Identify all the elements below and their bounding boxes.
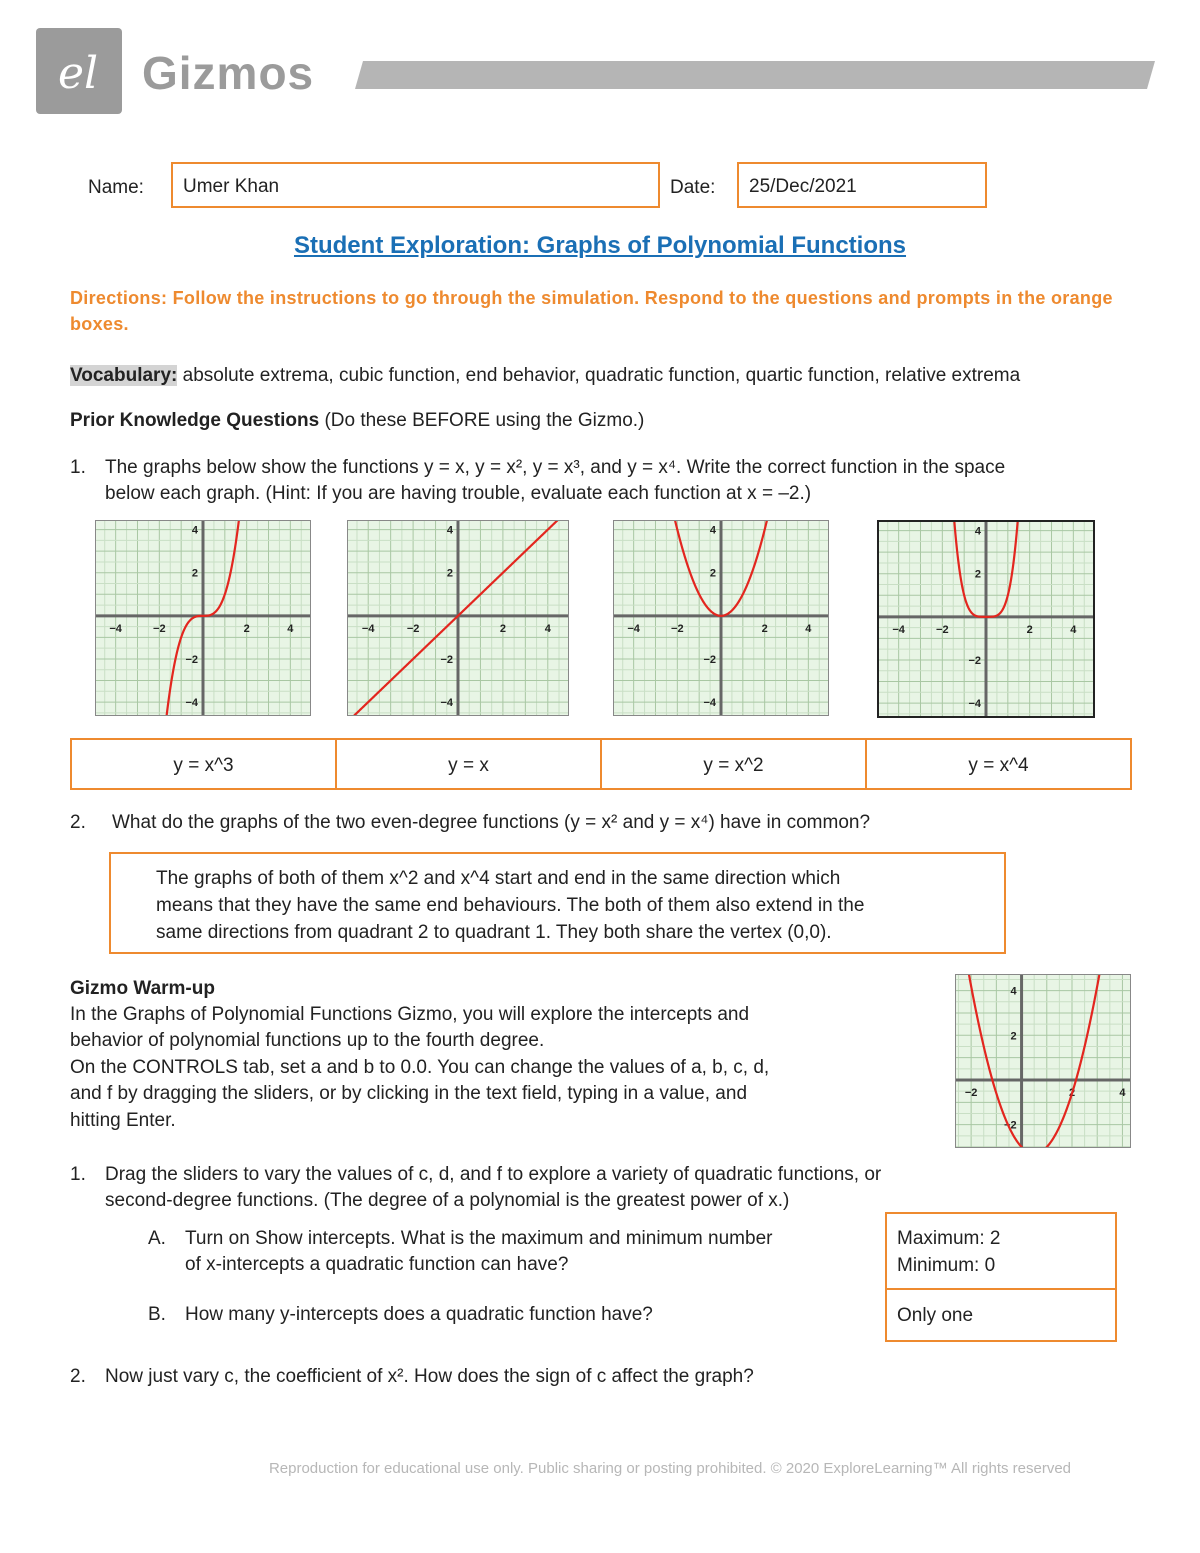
date-label: Date: <box>670 177 716 198</box>
el-logo-icon <box>36 28 122 114</box>
graph-cubic <box>95 520 311 716</box>
x-tick-label: −2 <box>936 623 949 636</box>
q1-line2: below each graph. (Hint: If you are having trouble, evaluate each function at x = –2.) <box>105 483 812 504</box>
y-tick-label: −4 <box>703 697 716 710</box>
qa-answer-min: Minimum: 0 <box>897 1255 996 1276</box>
qb-answer-box[interactable] <box>885 1288 1117 1342</box>
x-tick-label: 2 <box>1026 623 1033 636</box>
activity-qa-line2: of x-intercepts a quadratic function can have? <box>185 1254 569 1275</box>
y-tick-label: 4 <box>446 524 453 537</box>
footer-copyright: Reproduction for educational use only. Public sharing or posting prohibited. © 2020 ExploreLearning™ All rights reserved <box>268 1460 1072 1477</box>
x-tick-label: 2 <box>761 622 768 635</box>
y-tick-label: 2 <box>191 567 198 580</box>
warmup-line3: On the CONTROLS tab, set a and b to 0.0. You can change the values of a, b, c, d, <box>70 1057 770 1078</box>
activity-q1-line2: second-degree functions. (The degree of a polynomial is the greatest power of x.) <box>105 1190 790 1211</box>
vocabulary-label: Vocabulary: <box>70 365 178 386</box>
x-tick-label: 2 <box>243 622 250 635</box>
activity-q1-number: 1. <box>70 1164 86 1185</box>
qb-answer: Only one <box>897 1305 974 1326</box>
activity-qa-letter: A. <box>148 1228 166 1249</box>
qa-answer-max: Maximum: 2 <box>897 1228 1001 1249</box>
answer-cell-4[interactable]: y = x^4 <box>867 738 1132 790</box>
warmup-line4: and f by dragging the sliders, or by clicking in the text field, typing in a value, and <box>70 1083 748 1104</box>
warmup-line1: In the Graphs of Polynomial Functions Gizmo, you will explore the intercepts and <box>70 1004 750 1025</box>
vocabulary <box>70 363 1180 389</box>
graph-quartic <box>877 520 1095 718</box>
date-field[interactable]: 25/Dec/2021 <box>737 162 987 208</box>
q1-line1: The graphs below show the functions y = x, y = x², y = x³, and y = x⁴. Write the correct function in the space <box>105 457 1006 478</box>
y-tick-label: −4 <box>968 698 981 711</box>
graph-quadratic <box>613 520 829 716</box>
directions: Directions: Follow the instructions to go through the simulation. Respond to the questions and prompts in the orange boxes. <box>70 288 1113 334</box>
q2-number: 2. <box>70 812 86 833</box>
activity-qb-text: How many y-intercepts does a quadratic function have? <box>185 1304 653 1325</box>
warmup-heading: Gizmo Warm-up <box>70 978 215 999</box>
y-tick-label: 4 <box>1010 985 1017 998</box>
header-bar <box>355 61 1155 89</box>
warmup-line2: behavior of polynomial functions up to the fourth degree. <box>70 1030 545 1051</box>
gizmos-logo-mark <box>36 28 122 114</box>
svg-text:el: el <box>58 48 99 99</box>
y-tick-label: 4 <box>191 524 198 537</box>
activity-qa-line1: Turn on Show intercepts. What is the maximum and minimum number <box>185 1228 773 1249</box>
q2-answer-line1: The graphs of both of them x^2 and x^4 start and end in the same direction which <box>156 868 841 889</box>
activity-q2-number: 2. <box>70 1366 86 1387</box>
y-tick-label: −4 <box>440 697 453 710</box>
y-tick-label: 2 <box>974 568 981 581</box>
x-tick-label: 4 <box>805 622 812 635</box>
x-tick-label: 4 <box>287 622 294 635</box>
y-tick-label: −2 <box>968 654 981 667</box>
prior-heading-text: Prior Knowledge Questions <box>70 410 320 431</box>
answer-cell-3[interactable]: y = x^2 <box>602 738 867 790</box>
y-tick-label: −2 <box>185 653 198 666</box>
graph-linear <box>347 520 569 716</box>
page-title: Student Exploration: Graphs of Polynomial Functions <box>293 232 907 259</box>
x-tick-label: 2 <box>1068 1086 1076 1099</box>
name-field[interactable]: Umer Khan <box>171 162 660 208</box>
y-tick-label: −2 <box>440 653 453 666</box>
x-tick-label: −4 <box>892 623 905 636</box>
y-tick-label: −2 <box>1004 1119 1017 1132</box>
gizmos-logo-text: Gizmos <box>142 47 315 99</box>
answer-cell-2[interactable]: y = x <box>337 738 602 790</box>
x-tick-label: −2 <box>964 1086 978 1099</box>
answer-cell-1[interactable]: y = x^3 <box>70 738 337 790</box>
x-tick-label: −2 <box>671 622 684 635</box>
x-tick-label: 2 <box>499 622 506 635</box>
y-tick-label: −4 <box>185 697 198 710</box>
y-tick-label: 2 <box>446 567 453 580</box>
q2-text: What do the graphs of the two even-degree functions (y = x² and y = x⁴) have in common? <box>112 812 871 833</box>
prior-knowledge-heading <box>70 408 644 434</box>
q2-answer-line2: means that they have the same end behaviours. The both of them also extend in the <box>156 895 865 916</box>
x-tick-label: 4 <box>1070 623 1077 636</box>
x-tick-label: −4 <box>627 622 640 635</box>
y-tick-label: 4 <box>709 524 716 537</box>
q2-answer-box[interactable] <box>109 852 1006 954</box>
graph-answer-row <box>70 738 1132 790</box>
graph-warmup <box>955 974 1131 1148</box>
y-tick-label: 4 <box>974 525 981 538</box>
warmup-line5: hitting Enter. <box>70 1110 176 1131</box>
x-tick-label: 4 <box>544 622 551 635</box>
qa-answer-box[interactable] <box>885 1212 1117 1290</box>
y-tick-label: −2 <box>703 653 716 666</box>
activity-qb-letter: B. <box>148 1304 166 1325</box>
y-tick-label: 2 <box>709 567 716 580</box>
y-tick-label: 2 <box>1010 1030 1017 1043</box>
prior-heading-note: (Do these BEFORE using the Gizmo.) <box>324 410 645 431</box>
x-tick-label: 4 <box>1119 1086 1126 1099</box>
q2-answer-line3: same directions from quadrant 2 to quadrant 1. They both share the vertex (0,0). <box>156 922 832 943</box>
activity-q1-line1: Drag the sliders to vary the values of c, d, and f to explore a variety of quadratic functions, or <box>105 1164 882 1185</box>
q1-number: 1. <box>70 457 86 478</box>
name-label: Name: <box>88 177 144 198</box>
vocabulary-terms: absolute extrema, cubic function, end behavior, quadratic function, quartic function, relative extrema <box>182 365 1021 386</box>
x-tick-label: −2 <box>153 622 166 635</box>
x-tick-label: −4 <box>361 622 375 635</box>
x-tick-label: −2 <box>406 622 420 635</box>
x-tick-label: −4 <box>109 622 122 635</box>
activity-q2-text: Now just vary c, the coefficient of x². How does the sign of c affect the graph? <box>105 1366 754 1387</box>
